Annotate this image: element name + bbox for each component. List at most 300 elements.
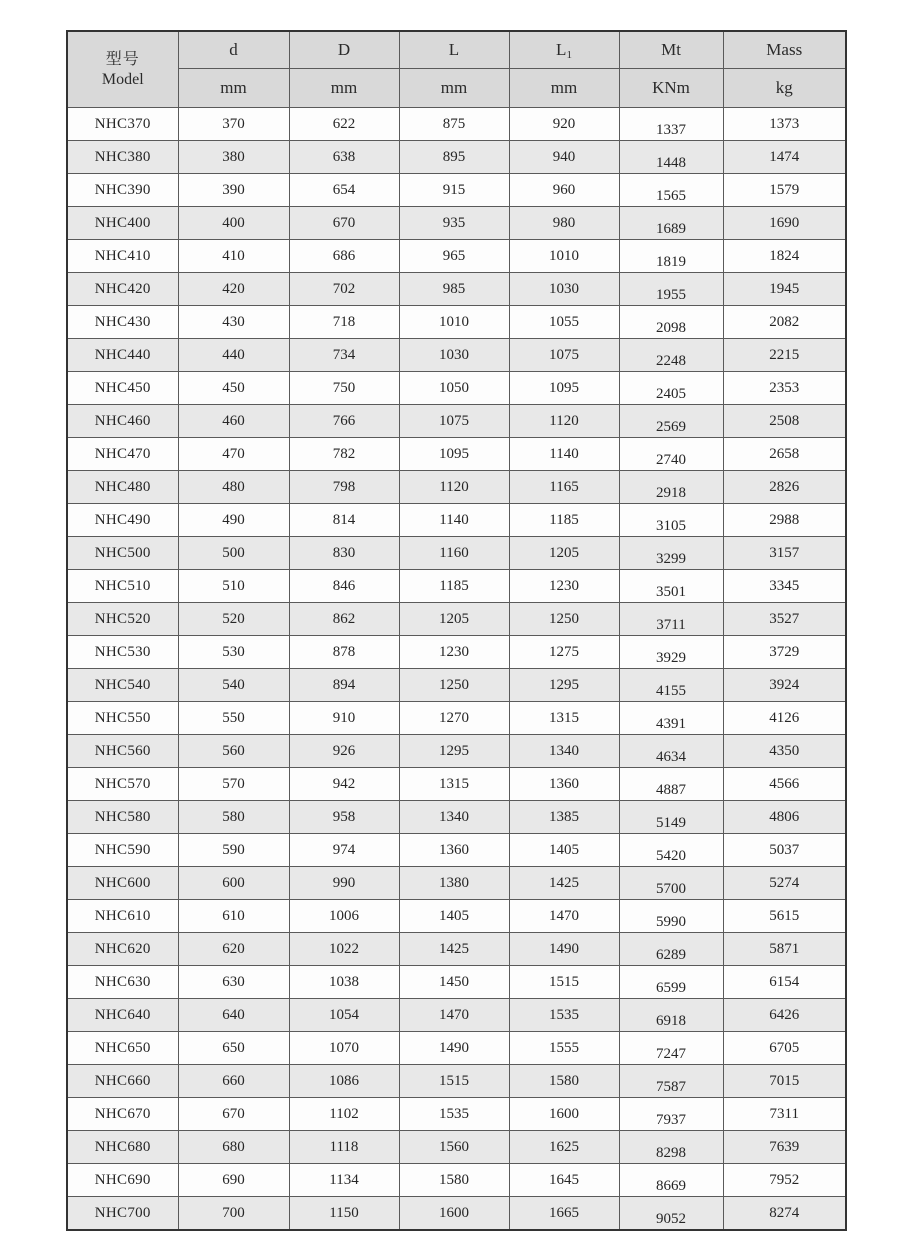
cell-Mt	[619, 273, 723, 306]
cell-D: 846	[289, 570, 399, 603]
table-row	[67, 933, 846, 966]
cell-L: 1010	[399, 306, 509, 339]
cell-L1: 1185	[509, 504, 619, 537]
cell-L: 1515	[399, 1065, 509, 1098]
cell-model: NHC660	[67, 1065, 178, 1098]
cell-Mass: 4350	[723, 735, 846, 768]
cell-d: 530	[178, 636, 289, 669]
cell-L: 1490	[399, 1032, 509, 1065]
table-header	[67, 31, 846, 108]
cell-L: 965	[399, 240, 509, 273]
cell-L1: 1470	[509, 900, 619, 933]
cell-L1: 1075	[509, 339, 619, 372]
table-row	[67, 735, 846, 768]
table-row	[67, 471, 846, 504]
cell-L: 1095	[399, 438, 509, 471]
cell-model: NHC600	[67, 867, 178, 900]
unit-L1: mm	[509, 69, 619, 108]
cell-L1: 1405	[509, 834, 619, 867]
cell-L1: 1230	[509, 570, 619, 603]
header-L: L	[399, 31, 509, 69]
table-row	[67, 372, 846, 405]
cell-D: 622	[289, 108, 399, 141]
mt-value: 3711	[656, 616, 686, 633]
header-L1: $L_1$	[509, 31, 619, 69]
cell-D: 670	[289, 207, 399, 240]
table-row	[67, 207, 846, 240]
cell-D: 814	[289, 504, 399, 537]
cell-D: 1118	[289, 1131, 399, 1164]
cell-D: 1006	[289, 900, 399, 933]
table-row	[67, 339, 846, 372]
cell-L1: 1055	[509, 306, 619, 339]
cell-D: 718	[289, 306, 399, 339]
cell-d: 640	[178, 999, 289, 1032]
cell-model: NHC560	[67, 735, 178, 768]
table-row	[67, 174, 846, 207]
table-row	[67, 1098, 846, 1131]
cell-d: 590	[178, 834, 289, 867]
cell-model: NHC580	[67, 801, 178, 834]
cell-Mass: 2658	[723, 438, 846, 471]
cell-Mt	[619, 801, 723, 834]
cell-d: 660	[178, 1065, 289, 1098]
cell-Mt	[619, 999, 723, 1032]
cell-Mt	[619, 504, 723, 537]
cell-L: 1120	[399, 471, 509, 504]
cell-D: 734	[289, 339, 399, 372]
cell-Mass: 2826	[723, 471, 846, 504]
unit-d: mm	[178, 69, 289, 108]
table-row	[67, 405, 846, 438]
cell-Mass: 4566	[723, 768, 846, 801]
cell-model: NHC620	[67, 933, 178, 966]
cell-model: NHC500	[67, 537, 178, 570]
cell-Mt	[619, 966, 723, 999]
cell-Mt	[619, 240, 723, 273]
cell-Mt	[619, 438, 723, 471]
cell-Mt	[619, 900, 723, 933]
cell-model: NHC450	[67, 372, 178, 405]
cell-model: NHC390	[67, 174, 178, 207]
cell-Mass: 6705	[723, 1032, 846, 1065]
cell-d: 400	[178, 207, 289, 240]
mt-value: 6599	[656, 979, 686, 996]
table-row	[67, 768, 846, 801]
cell-model: NHC570	[67, 768, 178, 801]
table-row	[67, 240, 846, 273]
cell-Mass: 2988	[723, 504, 846, 537]
cell-Mass: 1474	[723, 141, 846, 174]
table-row	[67, 801, 846, 834]
cell-L: 1030	[399, 339, 509, 372]
table-row	[67, 999, 846, 1032]
cell-model: NHC510	[67, 570, 178, 603]
mt-value: 1819	[656, 253, 686, 270]
cell-Mass: 6154	[723, 966, 846, 999]
cell-Mass: 5871	[723, 933, 846, 966]
cell-L1: 940	[509, 141, 619, 174]
cell-Mt	[619, 735, 723, 768]
table-row	[67, 603, 846, 636]
cell-L: 1050	[399, 372, 509, 405]
mt-value: 4887	[656, 781, 686, 798]
header-row-units	[67, 69, 846, 108]
cell-d: 490	[178, 504, 289, 537]
cell-D: 1070	[289, 1032, 399, 1065]
cell-d: 670	[178, 1098, 289, 1131]
table-row	[67, 273, 846, 306]
table-row	[67, 438, 846, 471]
cell-D: 1038	[289, 966, 399, 999]
header-Mass: Mass	[723, 31, 846, 69]
cell-L1: 1600	[509, 1098, 619, 1131]
mt-value: 1565	[656, 187, 686, 204]
cell-Mass: 2353	[723, 372, 846, 405]
mt-value: 2405	[656, 385, 686, 402]
cell-d: 540	[178, 669, 289, 702]
table-row	[67, 966, 846, 999]
table-row	[67, 1197, 846, 1231]
cell-L: 1360	[399, 834, 509, 867]
cell-d: 480	[178, 471, 289, 504]
cell-L1: 1140	[509, 438, 619, 471]
cell-L: 1380	[399, 867, 509, 900]
cell-d: 600	[178, 867, 289, 900]
mt-value: 2098	[656, 319, 686, 336]
cell-Mass: 1579	[723, 174, 846, 207]
cell-L: 1270	[399, 702, 509, 735]
cell-d: 630	[178, 966, 289, 999]
mt-value: 7587	[656, 1078, 686, 1095]
cell-D: 782	[289, 438, 399, 471]
cell-L1: 1205	[509, 537, 619, 570]
cell-Mass: 3345	[723, 570, 846, 603]
cell-model: NHC440	[67, 339, 178, 372]
mt-value: 2569	[656, 418, 686, 435]
cell-Mass: 7311	[723, 1098, 846, 1131]
cell-d: 380	[178, 141, 289, 174]
cell-L: 1295	[399, 735, 509, 768]
cell-model: NHC460	[67, 405, 178, 438]
cell-D: 750	[289, 372, 399, 405]
cell-model: NHC490	[67, 504, 178, 537]
mt-value: 3105	[656, 517, 686, 534]
cell-L: 1340	[399, 801, 509, 834]
cell-d: 440	[178, 339, 289, 372]
mt-value: 7247	[656, 1045, 686, 1062]
table-row	[67, 900, 846, 933]
coupling-spec-table	[66, 30, 847, 1231]
cell-L: 1450	[399, 966, 509, 999]
mt-value: 5700	[656, 880, 686, 897]
mt-value: 1689	[656, 220, 686, 237]
cell-d: 580	[178, 801, 289, 834]
cell-L: 1405	[399, 900, 509, 933]
cell-L1: 920	[509, 108, 619, 141]
cell-model: NHC420	[67, 273, 178, 306]
cell-D: 1102	[289, 1098, 399, 1131]
cell-Mass: 7015	[723, 1065, 846, 1098]
cell-Mt	[619, 405, 723, 438]
cell-model: NHC430	[67, 306, 178, 339]
cell-model: NHC400	[67, 207, 178, 240]
cell-d: 370	[178, 108, 289, 141]
mt-value: 2740	[656, 451, 686, 468]
cell-Mt	[619, 108, 723, 141]
cell-Mass: 1690	[723, 207, 846, 240]
mt-value: 4634	[656, 748, 686, 765]
cell-d: 510	[178, 570, 289, 603]
cell-Mass: 1824	[723, 240, 846, 273]
cell-model: NHC680	[67, 1131, 178, 1164]
cell-Mt	[619, 207, 723, 240]
cell-Mt	[619, 867, 723, 900]
table-row	[67, 636, 846, 669]
cell-D: 830	[289, 537, 399, 570]
cell-L: 1600	[399, 1197, 509, 1231]
cell-d: 460	[178, 405, 289, 438]
cell-D: 990	[289, 867, 399, 900]
cell-L1: 1165	[509, 471, 619, 504]
cell-Mass: 5274	[723, 867, 846, 900]
table-row	[67, 504, 846, 537]
mt-value: 8669	[656, 1177, 686, 1194]
mt-value: 5420	[656, 847, 686, 864]
cell-D: 638	[289, 141, 399, 174]
cell-Mt	[619, 1098, 723, 1131]
cell-D: 1022	[289, 933, 399, 966]
cell-D: 958	[289, 801, 399, 834]
cell-model: NHC410	[67, 240, 178, 273]
cell-Mass: 4126	[723, 702, 846, 735]
cell-D: 766	[289, 405, 399, 438]
cell-L1: 1535	[509, 999, 619, 1032]
cell-L1: 1275	[509, 636, 619, 669]
mt-value: 8298	[656, 1144, 686, 1161]
cell-D: 942	[289, 768, 399, 801]
cell-D: 878	[289, 636, 399, 669]
cell-L1: 1580	[509, 1065, 619, 1098]
cell-L1: 1425	[509, 867, 619, 900]
header-L1-subscript: 1	[566, 48, 572, 61]
cell-model: NHC530	[67, 636, 178, 669]
header-row-labels	[67, 31, 846, 69]
cell-Mass: 1945	[723, 273, 846, 306]
cell-d: 610	[178, 900, 289, 933]
table-row	[67, 1032, 846, 1065]
cell-L: 1315	[399, 768, 509, 801]
cell-d: 520	[178, 603, 289, 636]
cell-d: 550	[178, 702, 289, 735]
table-row	[67, 669, 846, 702]
cell-Mt	[619, 1032, 723, 1065]
header-model-en: Model	[101, 70, 144, 88]
table-row	[67, 1131, 846, 1164]
mt-value: 3501	[656, 583, 686, 600]
cell-L: 1535	[399, 1098, 509, 1131]
cell-Mt	[619, 174, 723, 207]
table-row	[67, 537, 846, 570]
cell-L: 1185	[399, 570, 509, 603]
cell-L: 985	[399, 273, 509, 306]
table-row	[67, 108, 846, 141]
cell-model: NHC550	[67, 702, 178, 735]
cell-D: 1054	[289, 999, 399, 1032]
cell-model: NHC670	[67, 1098, 178, 1131]
header-model	[67, 31, 178, 108]
table-body	[67, 108, 846, 1231]
cell-D: 1150	[289, 1197, 399, 1231]
table-row	[67, 702, 846, 735]
table-row	[67, 1164, 846, 1197]
cell-Mt	[619, 141, 723, 174]
cell-d: 680	[178, 1131, 289, 1164]
cell-model: NHC690	[67, 1164, 178, 1197]
cell-Mt	[619, 471, 723, 504]
cell-L1: 1645	[509, 1164, 619, 1197]
mt-value: 3299	[656, 550, 686, 567]
cell-model: NHC540	[67, 669, 178, 702]
table-row	[67, 306, 846, 339]
cell-L1: 1555	[509, 1032, 619, 1065]
mt-value: 6918	[656, 1012, 686, 1029]
cell-Mt	[619, 306, 723, 339]
cell-model: NHC630	[67, 966, 178, 999]
cell-Mass: 2082	[723, 306, 846, 339]
mt-value: 9052	[656, 1210, 686, 1227]
mt-value: 4391	[656, 715, 686, 732]
cell-d: 470	[178, 438, 289, 471]
cell-L1: 1030	[509, 273, 619, 306]
cell-model: NHC610	[67, 900, 178, 933]
header-d: d	[178, 31, 289, 69]
mt-value: 4155	[656, 682, 686, 699]
cell-L: 1250	[399, 669, 509, 702]
cell-D: 894	[289, 669, 399, 702]
cell-Mt	[619, 1197, 723, 1231]
cell-L: 1425	[399, 933, 509, 966]
cell-L1: 1095	[509, 372, 619, 405]
cell-L: 935	[399, 207, 509, 240]
cell-L1: 1250	[509, 603, 619, 636]
cell-L1: 1490	[509, 933, 619, 966]
cell-L1: 1665	[509, 1197, 619, 1231]
cell-D: 910	[289, 702, 399, 735]
cell-d: 420	[178, 273, 289, 306]
mt-value: 1337	[656, 121, 686, 138]
cell-Mass: 4806	[723, 801, 846, 834]
cell-L1: 1360	[509, 768, 619, 801]
cell-D: 686	[289, 240, 399, 273]
cell-Mass: 8274	[723, 1197, 846, 1231]
cell-Mt	[619, 1065, 723, 1098]
cell-model: NHC370	[67, 108, 178, 141]
cell-Mt	[619, 768, 723, 801]
cell-model: NHC590	[67, 834, 178, 867]
header-model-cn: 型号	[105, 50, 140, 68]
cell-L: 1580	[399, 1164, 509, 1197]
header-D: D	[289, 31, 399, 69]
mt-value: 2918	[656, 484, 686, 501]
cell-model: NHC700	[67, 1197, 178, 1231]
cell-L: 1160	[399, 537, 509, 570]
cell-d: 560	[178, 735, 289, 768]
cell-D: 862	[289, 603, 399, 636]
cell-d: 450	[178, 372, 289, 405]
cell-L1: 980	[509, 207, 619, 240]
unit-D: mm	[289, 69, 399, 108]
cell-L1: 1625	[509, 1131, 619, 1164]
cell-Mt	[619, 669, 723, 702]
cell-Mt	[619, 339, 723, 372]
cell-Mt	[619, 570, 723, 603]
cell-Mass: 2508	[723, 405, 846, 438]
cell-d: 620	[178, 933, 289, 966]
mt-value: 3929	[656, 649, 686, 666]
cell-Mass: 3527	[723, 603, 846, 636]
cell-L1: 1120	[509, 405, 619, 438]
cell-Mass: 3729	[723, 636, 846, 669]
cell-L1: 1385	[509, 801, 619, 834]
cell-L1: 1340	[509, 735, 619, 768]
cell-L1: 1515	[509, 966, 619, 999]
mt-value: 2248	[656, 352, 686, 369]
mt-value: 5149	[656, 814, 686, 831]
cell-Mass: 6426	[723, 999, 846, 1032]
cell-d: 410	[178, 240, 289, 273]
cell-Mass: 7639	[723, 1131, 846, 1164]
cell-Mass: 3924	[723, 669, 846, 702]
cell-L: 1560	[399, 1131, 509, 1164]
cell-D: 654	[289, 174, 399, 207]
cell-Mt	[619, 636, 723, 669]
cell-L1: 960	[509, 174, 619, 207]
mt-value: 1955	[656, 286, 686, 303]
cell-Mass: 3157	[723, 537, 846, 570]
cell-d: 500	[178, 537, 289, 570]
cell-D: 1134	[289, 1164, 399, 1197]
cell-L1: 1295	[509, 669, 619, 702]
cell-L: 1140	[399, 504, 509, 537]
table-row	[67, 834, 846, 867]
cell-Mass: 5615	[723, 900, 846, 933]
cell-d: 700	[178, 1197, 289, 1231]
mt-value: 6289	[656, 946, 686, 963]
cell-d: 690	[178, 1164, 289, 1197]
cell-D: 974	[289, 834, 399, 867]
cell-L: 915	[399, 174, 509, 207]
cell-L: 1230	[399, 636, 509, 669]
cell-D: 798	[289, 471, 399, 504]
cell-L1: 1010	[509, 240, 619, 273]
cell-L: 875	[399, 108, 509, 141]
cell-D: 1086	[289, 1065, 399, 1098]
unit-Mt: KNm	[619, 69, 723, 108]
mt-value: 7937	[656, 1111, 686, 1128]
mt-value: 5990	[656, 913, 686, 930]
header-Mt: Mt	[619, 31, 723, 69]
cell-model: NHC520	[67, 603, 178, 636]
cell-Mass: 1373	[723, 108, 846, 141]
cell-Mt	[619, 372, 723, 405]
unit-Mass: kg	[723, 69, 846, 108]
mt-value: 1448	[656, 154, 686, 171]
cell-model: NHC640	[67, 999, 178, 1032]
cell-d: 570	[178, 768, 289, 801]
cell-Mass: 7952	[723, 1164, 846, 1197]
cell-model: NHC470	[67, 438, 178, 471]
